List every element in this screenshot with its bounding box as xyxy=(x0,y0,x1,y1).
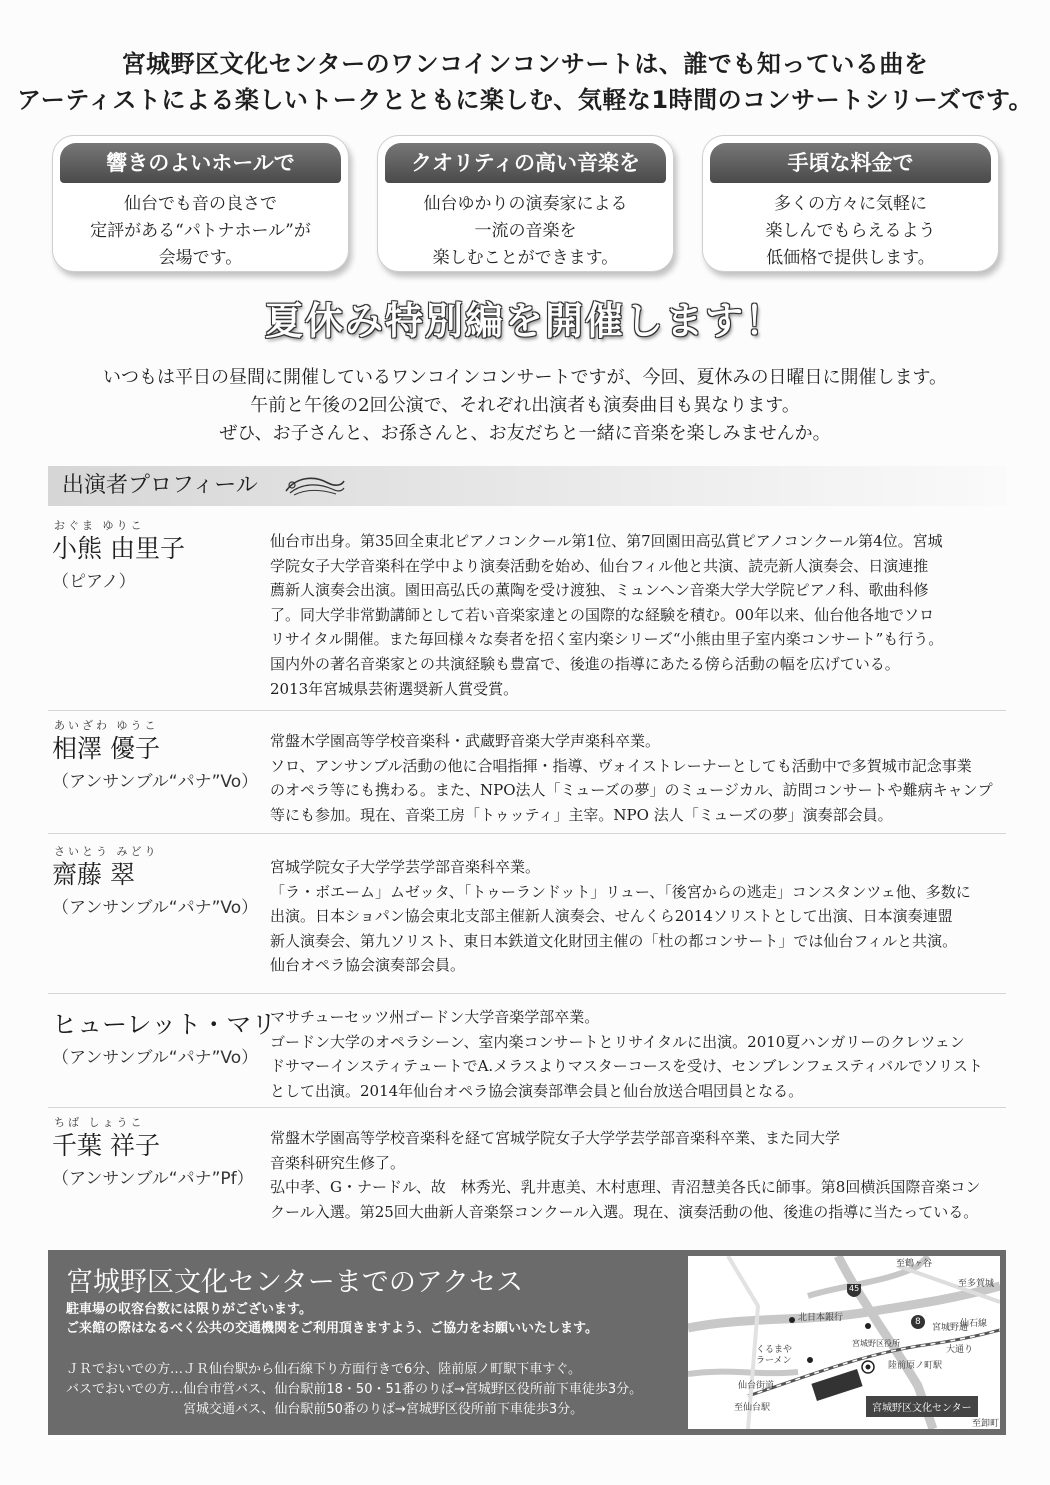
bio-line: 弘中孝、G・ナードル、故 林秀光、乳井恵美、木村恵理、青沼慧美各氏に師事。第8回横浜国際音楽コン xyxy=(270,1178,981,1197)
performer-name: ヒューレット・マリ xyxy=(52,1010,277,1039)
performer-instrument: （アンサンブル“パナ”Vo） xyxy=(52,772,259,792)
performer-bio xyxy=(270,529,1008,701)
performer-instrument: （アンサンブル“パナ”Pf） xyxy=(52,1169,254,1189)
lead-line: 午前と午後の2回公演で、それぞれ出演者も演奏曲目も異なります。 xyxy=(250,395,800,416)
bio-line: 仙台市出身。第35回全東北ピアノコンクール第1位、第7回園田高弘賞ピアノコンクール第4位。宮城 xyxy=(270,532,943,550)
map-label-ramen: ラーメン xyxy=(756,1356,792,1366)
bio-line: 薦新人演奏会出演。園田高弘氏の薫陶を受け渡独、ミュンヘン音楽大学大学院ピアノ科、歌曲科修 xyxy=(270,581,929,600)
feature-line: 多くの方々に気軽に xyxy=(774,194,927,214)
feature-line: 仙台ゆかりの演奏家による xyxy=(423,194,628,214)
lead-line: いつもは平日の昼間に開催しているワンコインコンサートですが、今回、夏休みの日曜日に開催します。 xyxy=(102,367,947,388)
access-note xyxy=(66,1300,598,1338)
feature-line: 低価格で提供します。 xyxy=(766,248,935,268)
bio-line: 新人演奏会、第九ソリスト、東日本鉄道文化財団主催の「杜の都コンサート」では仙台フィルと共演。 xyxy=(270,931,958,950)
performer-hewlett xyxy=(52,993,1012,1105)
bio-line: 2013年宮城県芸術選奨新人賞受賞。 xyxy=(270,679,519,698)
bio-line: 宮城学院女子大学学芸学部音楽科卒業。 xyxy=(270,858,541,876)
intro-line-1: 宮城野区文化センターのワンコインコンサートは、誰でも知っている曲を xyxy=(121,50,929,78)
bio-line: のオペラ等にも携わる。また、NPO法人「ミューズの夢」のミュージカル、訪問コンサートや難病キャンプ xyxy=(270,781,993,800)
bio-line: 学院女子大学音楽科在学中より演奏活動を始め、仙台フィル他と共演、読売新人演奏会、日演連推 xyxy=(270,556,929,575)
lead-text xyxy=(0,364,1050,448)
route-line: 宮城交通バス、仙台駅前50番のりば→宮城野区役所前下車徒歩3分。 xyxy=(66,1402,584,1417)
performer-name: 齋藤 翠 xyxy=(52,860,135,889)
map-label-ward-office: 宮城野区役所 xyxy=(852,1339,900,1348)
route-45-label: 45 xyxy=(849,1284,860,1293)
feature-line: 一流の音楽を xyxy=(474,221,577,241)
map-label-kurumaya: くるまや xyxy=(756,1345,793,1355)
bio-line: 等にも参加。現在、音楽工房「トゥッティ」主宰。NPO 法人「ミューズの夢」演奏部会員。 xyxy=(270,805,893,824)
feature-title: 響きのよいホールで xyxy=(60,143,341,183)
access-routes xyxy=(66,1360,642,1420)
name-ruby: あいざわ ゆうこ xyxy=(54,719,159,732)
performer-bio xyxy=(270,1005,1008,1103)
feature-box-hall xyxy=(52,135,349,272)
performer-instrument: （アンサンブル“パナ”Vo） xyxy=(52,898,259,918)
map-label-station: 陸前原ノ町駅 xyxy=(888,1361,943,1371)
performer-name: 千葉 祥子 xyxy=(52,1131,160,1160)
feature-line: 楽しんでもらえるよう xyxy=(765,221,936,241)
map-label-sendai-kaido: 仙台街道 xyxy=(738,1381,775,1391)
bio-line: 常盤木学園高等学校音楽科を経て宮城学院女子大学学芸学部音楽科卒業、また同大学 xyxy=(270,1129,841,1147)
profile-section-header xyxy=(48,466,1006,506)
access-note-line: 駐車場の収容台数には限りがございます。 xyxy=(66,1302,312,1317)
route-line: バスでおいでの方…仙台市営バス、仙台駅前18・50・51番のりば→宮城野区役所前下車徒歩3分。 xyxy=(66,1382,643,1397)
map-label-tagajo: 至多賀城 xyxy=(958,1279,995,1289)
performer-saito xyxy=(52,843,1012,983)
route-8-label: 8 xyxy=(915,1317,921,1327)
bio-line: マサチューセッツ州ゴードン大学音楽学部卒業。 xyxy=(270,1008,600,1026)
bio-line: 出演。日本ショパン協会東北支部主催新人演奏会、せんくら2014ソリストとして出演、日本演奏連盟 xyxy=(270,907,953,926)
bio-line: 国内外の著名音楽家との共演経験も豊富で、後進の指導にあたる傍ら活動の幅を広げている。 xyxy=(270,654,900,673)
bio-line: ゴードン大学のオペラシーン、室内楽コンサートとリサイタルに出演。2010夏ハンガリーのクレツェン xyxy=(270,1032,965,1051)
map-label-osaki: 大通り xyxy=(946,1345,974,1355)
summer-special-headline: 夏休み特別編を開催します！ xyxy=(264,299,785,343)
bio-line: ドサマーインスティテュートでA.メラスよりマスターコースを受け、センブレンフェスティバルでソリスト xyxy=(270,1057,983,1076)
map-label-miyagino-dori: 宮城野通 xyxy=(932,1323,969,1333)
access-section xyxy=(48,1250,1006,1435)
divider xyxy=(48,710,1006,711)
map-label-to-sendai: 至仙台駅 xyxy=(734,1403,771,1413)
route-line: ＪＲでおいでの方…ＪＲ仙台駅から仙石線下り方面行きで6分、陸前原ノ町駅下車すぐ。 xyxy=(66,1362,582,1377)
name-ruby: さいとう みどり xyxy=(54,845,159,858)
intro-text xyxy=(0,46,1050,118)
profile-title: 出演者プロフィール xyxy=(62,473,258,498)
divider xyxy=(48,1107,1006,1108)
access-note-line: ご来館の際はなるべく公共の交通機関をご利用頂きますよう、ご協力をお願いいたします。 xyxy=(66,1321,598,1336)
performer-aizawa xyxy=(52,717,1012,829)
performer-bio xyxy=(270,729,1008,827)
lead-line: ぜひ、お子さんと、お孫さんと、お友だちと一緒に音楽を楽しみませんか。 xyxy=(219,423,831,444)
performer-instrument: （ピアノ） xyxy=(52,572,136,592)
performer-ogura xyxy=(52,517,1012,707)
intro-line-2: アーティストによる楽しいトークとともに楽しむ、気軽な1時間のコンサートシリーズです。 xyxy=(17,86,1033,114)
bio-line: 常盤木学園高等学校音楽科・武蔵野音楽大学声楽科卒業。 xyxy=(270,732,661,750)
feature-line: 楽しむことができます。 xyxy=(432,248,619,268)
map-label-tsurugaya: 至鶴ヶ谷 xyxy=(896,1259,933,1269)
performer-name: 小熊 由里子 xyxy=(52,534,185,563)
feature-line: 定評がある“パトナホール”が xyxy=(90,221,311,241)
access-title: 宮城野区文化センターまでのアクセス xyxy=(66,1267,524,1298)
feature-box-price xyxy=(702,135,999,272)
performer-chiba xyxy=(52,1114,1012,1234)
bio-line: クール入選。第25回大曲新人音楽祭コンクール入選。現在、演奏活動の他、後進の指導に当たっている。 xyxy=(270,1202,979,1221)
map-label-bank: 北日本銀行 xyxy=(798,1313,844,1323)
feature-title: クオリティの高い音楽を xyxy=(385,143,666,183)
ward-office-marker-icon xyxy=(861,1360,875,1374)
access-map xyxy=(688,1256,1000,1429)
bio-line: 「ラ・ボエーム」ムゼッタ、「トゥーランドット」リュー、「後宮からの逃走」コンスタンツェ他、多数に xyxy=(270,882,971,901)
bio-line: リサイタル開催。また毎回様々な奏者を招く室内楽シリーズ“小熊由里子室内楽コンサート”も行う。 xyxy=(270,630,944,649)
name-ruby: ちば しょうこ xyxy=(54,1116,145,1129)
bio-line: 了。同大学非常勤講師として若い音楽家達との国際的な経験を積む。00年以来、仙台他各地でソロ xyxy=(270,605,935,624)
performer-bio xyxy=(270,1126,1008,1224)
bio-line: 仙台オペラ協会演奏部会員。 xyxy=(270,956,466,975)
bio-line: 音楽科研究生修了。 xyxy=(270,1153,406,1172)
performer-name: 相澤 優子 xyxy=(52,734,160,763)
bio-line: ソロ、アンサンブル活動の他に合唱指揮・指導、ヴォイストレーナーとしても活動中で多賀城市記念事業 xyxy=(270,756,972,775)
bio-line: として出演。2014年仙台オペラ協会演奏部準会員と仙台放送合唱団員となる。 xyxy=(270,1081,804,1100)
map-label-center: 宮城野区文化センター xyxy=(866,1396,978,1417)
name-ruby: おぐま ゆりこ xyxy=(54,519,145,532)
feature-line: 仙台でも音の良さで xyxy=(124,194,277,214)
map-label-oroshimachi: 至卸町 xyxy=(972,1419,1000,1429)
performer-bio xyxy=(270,855,1008,978)
map-label-senseki: 仙石線 xyxy=(960,1319,988,1329)
feature-box-quality xyxy=(377,135,674,272)
feature-title: 手頃な料金で xyxy=(710,143,991,183)
divider xyxy=(48,833,1006,834)
feature-line: 会場です。 xyxy=(158,248,243,268)
performer-instrument: （アンサンブル“パナ”Vo） xyxy=(52,1048,259,1068)
swirl-ornament-icon xyxy=(284,473,346,499)
